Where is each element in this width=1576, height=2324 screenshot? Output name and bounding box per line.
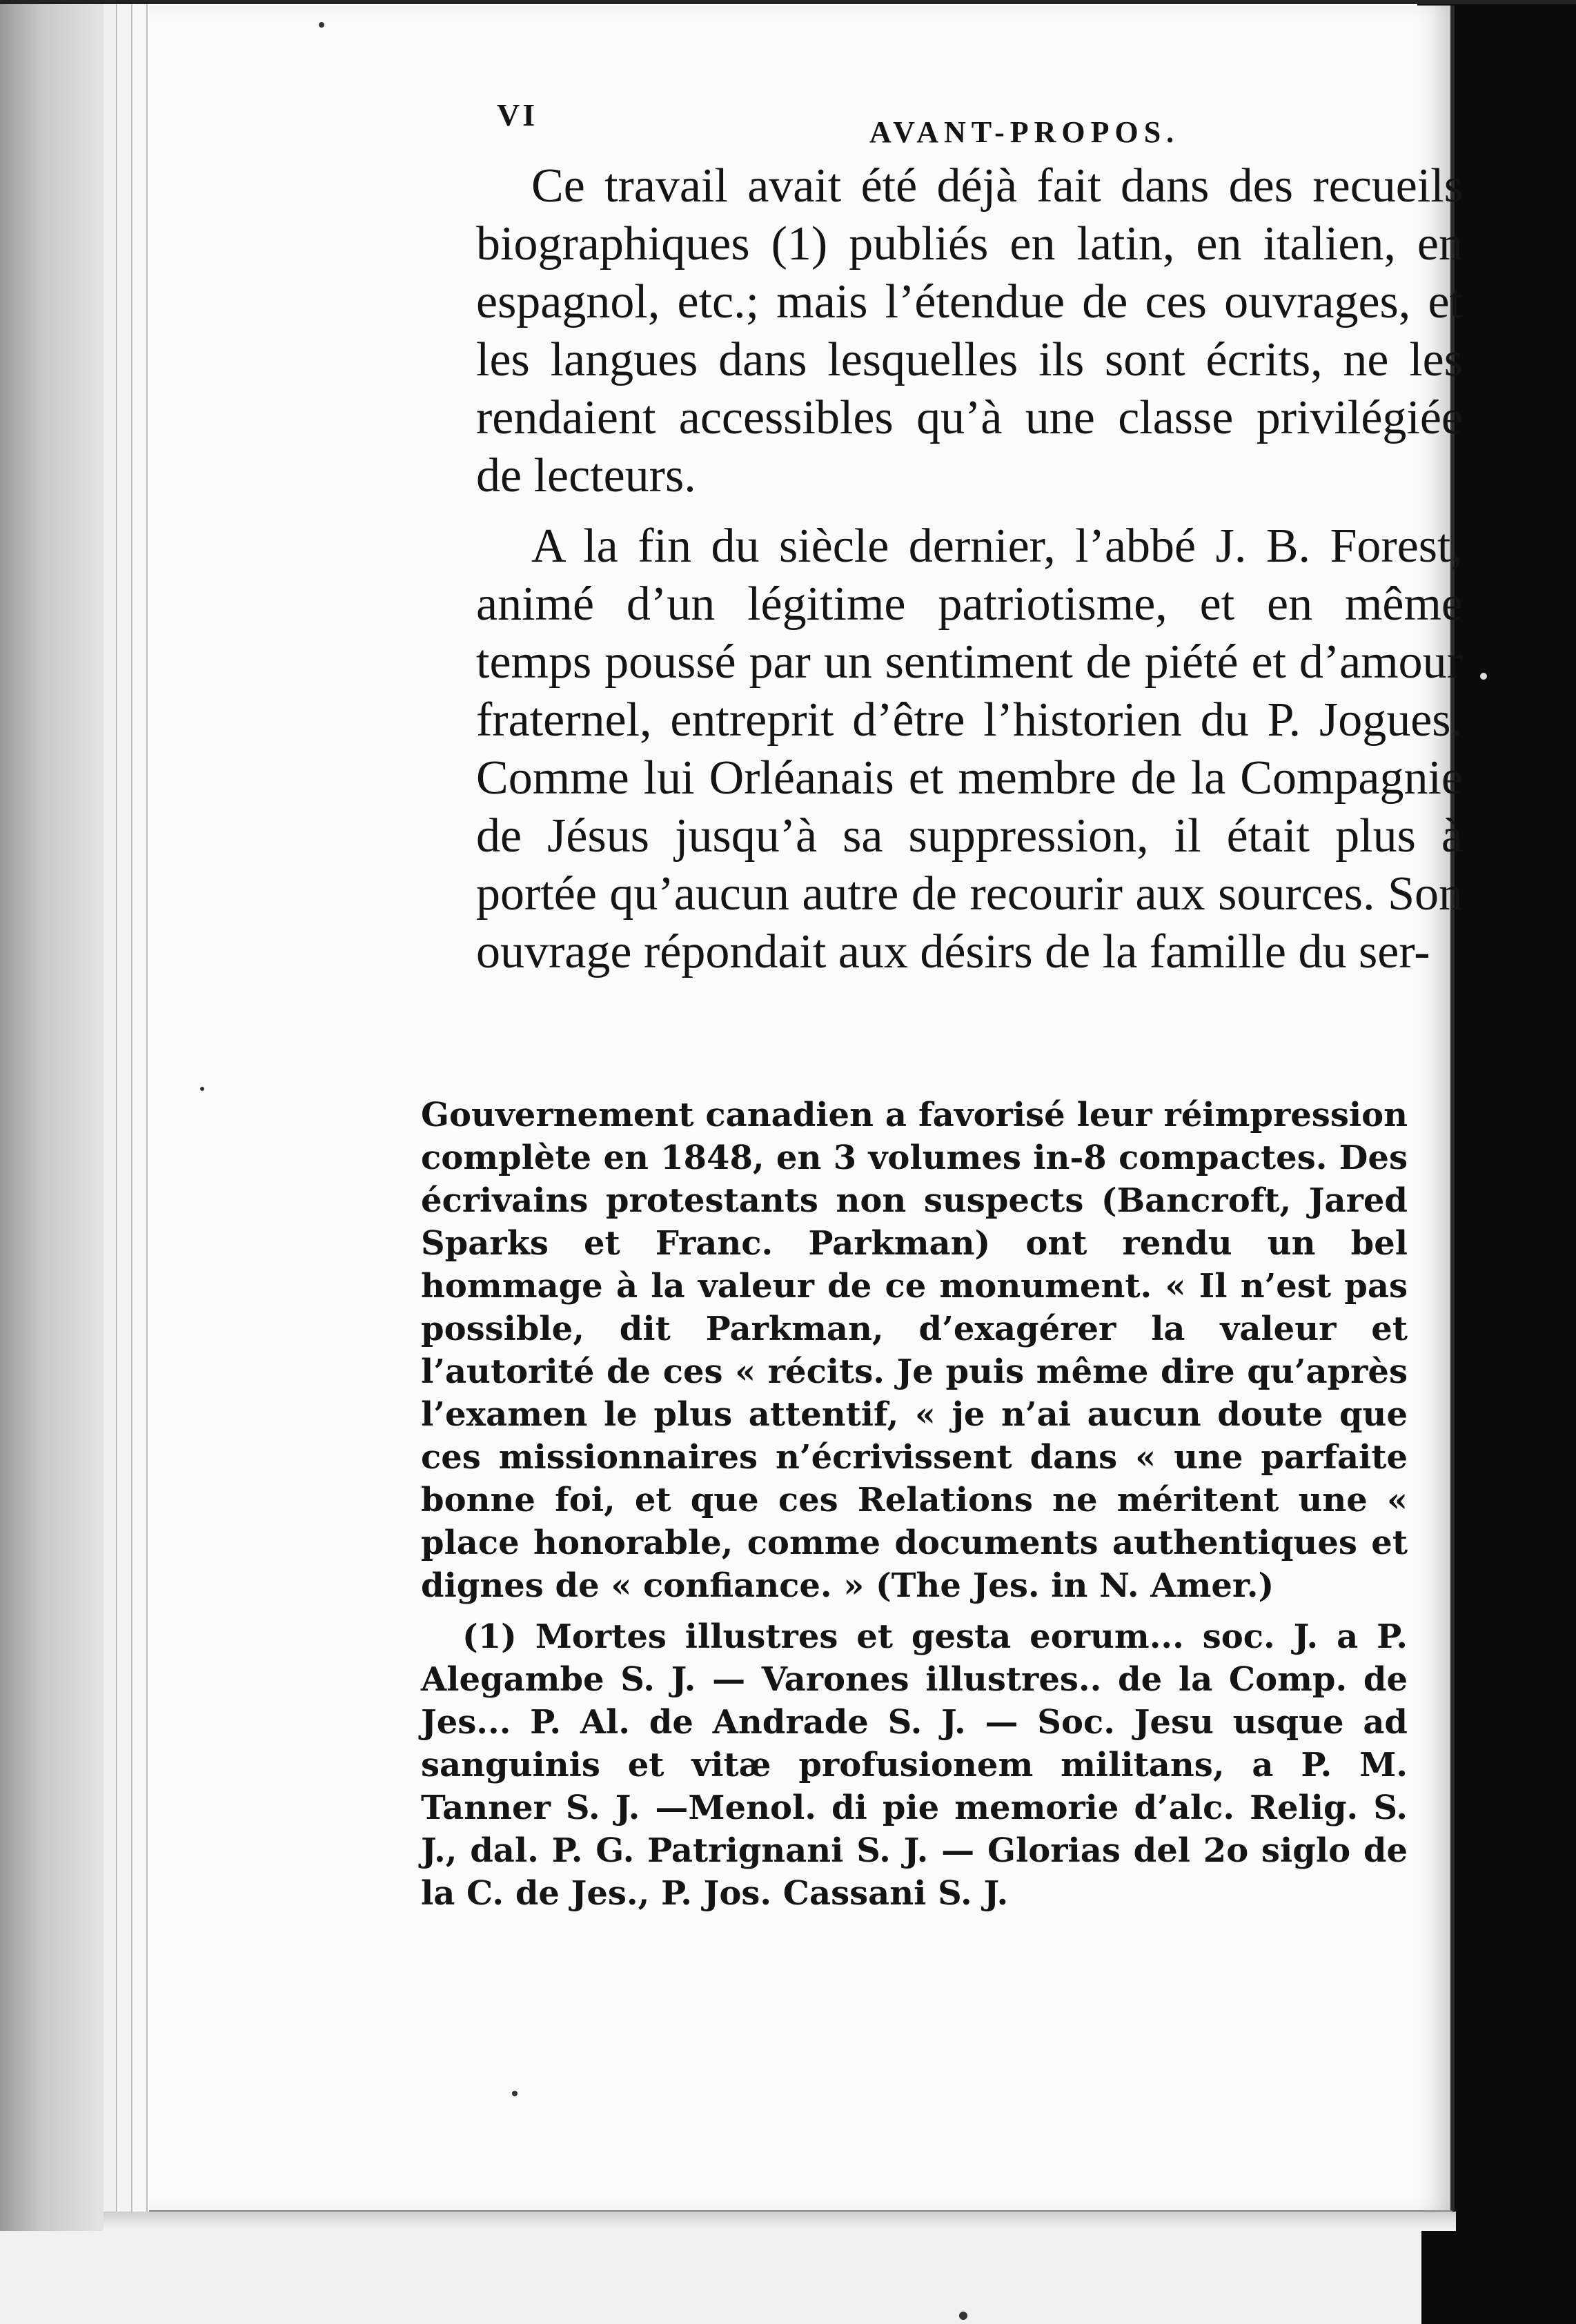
dust-speck bbox=[959, 2312, 967, 2320]
scanner-border-top bbox=[0, 0, 1576, 4]
dust-speck bbox=[200, 1087, 204, 1091]
dust-speck bbox=[319, 22, 324, 28]
left-shadow bbox=[0, 0, 104, 2324]
paragraph: A la fin du siècle dernier, l’abbé J. B. Forest, animé d’un légitime patriotisme, et en même temps poussé par un sentiment de piété et d’amour fraternel, entreprit d’être l’historien du P. Jogues. Comme lui Orléanais et membre de la Compagnie de Jésus jusqu’à sa suppression, il était plus à portée qu’aucun autre de recourir aux sources. Son ouvrage répondait aux désirs de la famille du ser- bbox=[476, 520, 1463, 978]
paragraph: Ce travail avait été déjà fait dans des recueils biographiques (1) publiés en latin, en italien, en espagnol, etc.; mais l’étendue de ces ouvrages, et les langues dans lesquelles ils sont écrits, ne les rendaient accessibles qu’à une classe privilégiée de lecteurs. bbox=[476, 159, 1463, 502]
footnote-continuation: Gouvernement canadien a favorisé leur réimpression complète en 1848, en 3 volumes in-8 compactes. Des écrivains protestants non suspects (Bancroft, Jared Sparks et Franc. Parkman) ont rendu un bel hommage à la valeur de ce monument. « Il n’est pas possible, dit Parkman, d’exagérer la valeur et l’autorité de ces « récits. Je puis même dire qu’après l’examen le plus attentif, « je n’ai aucun doute que ces missionnaires n’écrivissent dans « une parfaite bonne foi, et que ces Relations ne méritent une « place honorable, comme documents authentiques et dignes de « confiance. » (The Jes. in N. Amer.) bbox=[421, 1096, 1408, 1605]
footnotes bbox=[421, 1094, 1408, 1915]
main-text bbox=[476, 157, 1463, 981]
page-edge bbox=[119, 0, 132, 2215]
dust-speck bbox=[512, 2091, 518, 2096]
page-edge bbox=[104, 0, 117, 2215]
footnote: (1) Mortes illustres et gesta eorum... soc. J. a P. Alegambe S. J. — Varones illustres.. de la Comp. de Jes... P. Al. de Andrade S. J. — Soc. Jesu usque ad sanguinis et vitæ profusionem militans, a P. M. Tanner S. J. —Menol. di pie memorie d’alc. Relig. S. J., dal. P. G. Patrignani S. J. — Glorias del 2o siglo de la C. de Jes., P. Jos. Cassani S. J. bbox=[421, 1617, 1408, 1913]
page-header bbox=[497, 97, 1463, 149]
page-edge bbox=[134, 0, 148, 2215]
dust-speck bbox=[1480, 673, 1487, 680]
page-bottom-edge bbox=[104, 2212, 1456, 2231]
running-title: AVANT-PROPOS. bbox=[869, 115, 1180, 149]
scan-background bbox=[0, 2231, 1421, 2324]
page-number: VI bbox=[497, 97, 538, 132]
